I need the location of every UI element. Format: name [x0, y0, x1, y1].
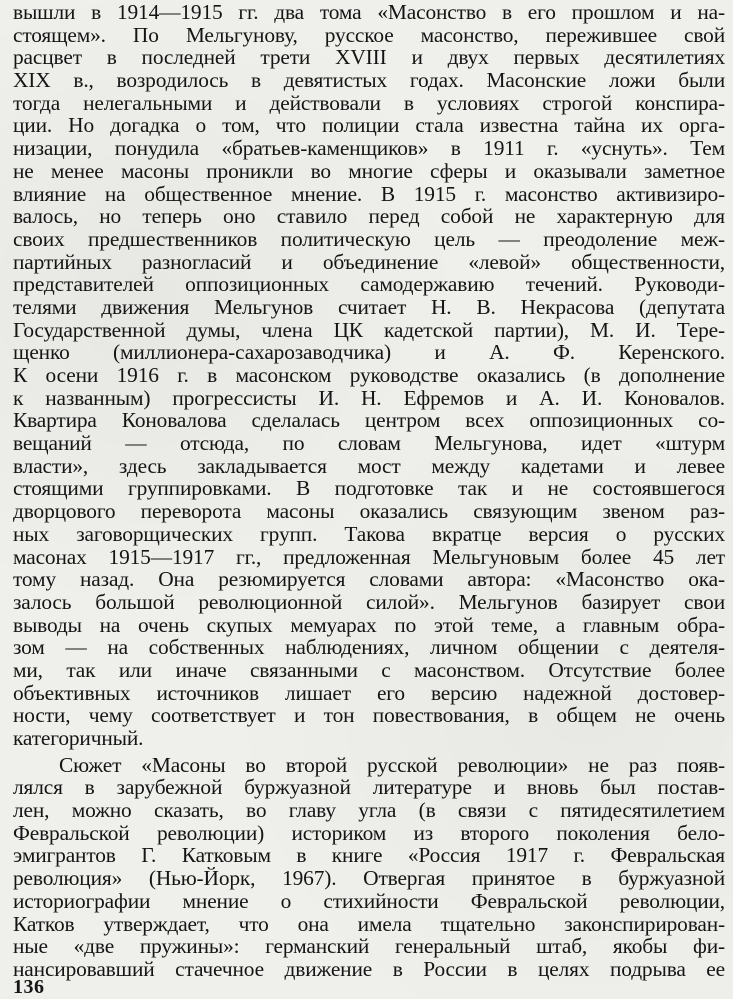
- text-line: зом — на собственных наблюдениях, личном общении с деятеля-: [13, 635, 725, 660]
- text-line: ные «две пружины»: германский генеральный штаб, якобы фи-: [13, 934, 725, 959]
- text-line: К осени 1916 г. в масонском руководстве оказались (в дополнение: [13, 363, 725, 387]
- text-line: тогда нелегальными и действовали в условиях строгой конспира-: [13, 90, 725, 115]
- text-line: Государственной думы, члена ЦК кадетской партии), М. И. Тере-: [13, 317, 725, 342]
- text-line: щенко (миллионера-сахарозаводчика) и А. Ф. Керенского.: [13, 340, 725, 365]
- text-line: выводы на очень скупых мемуарах по этой теме, а главным обра-: [13, 612, 725, 637]
- text-line: эмигрантов Г. Катковым в книге «Россия 1917 г. Февральская: [13, 843, 725, 868]
- text-line: телями движения Мельгунов считает Н. В. Некрасова (депутата: [13, 294, 725, 319]
- text-line: власти», здесь закладывается мост между кадетами и левее: [13, 453, 725, 478]
- text-line: расцвет в последней трети XVIII и двух первых десятилетиях: [13, 45, 725, 70]
- text-line: ции. Но догадка о том, что полиции стала известна тайна их орга-: [13, 113, 725, 138]
- text-line: залось большой революционной силой». Мельгунов базирует свои: [13, 589, 725, 614]
- page-number: 136: [13, 976, 45, 998]
- text-line: Сюжет «Масоны во второй русской революции» не раз появ-: [59, 752, 725, 777]
- body-text: [13, 1, 725, 981]
- text-line: тому назад. Она резюмируется словами автора: «Масонство ока-: [13, 567, 725, 592]
- text-line: ми, так или иначе связанными с масонством. Отсутствие более: [13, 657, 725, 682]
- text-line: к названным) прогрессисты И. Н. Ефремов и А. И. Коновалов.: [13, 385, 725, 410]
- text-line: валось, но теперь оно ставило перед собой не характерную для: [13, 204, 725, 229]
- text-line: партийных разногласий и объединение «левой» общественности,: [13, 249, 725, 274]
- text-line: масонах 1915—1917 гг., предложенная Мельгуновым более 45 лет: [13, 544, 725, 569]
- text-line: нансировавший стачечное движение в России в целях подрыва ее: [13, 956, 725, 981]
- text-line: не менее масоны проникли во многие сферы и оказывали заметное: [13, 158, 725, 183]
- text-line: своих предшественников политическую цель — преодоление меж-: [13, 226, 725, 251]
- text-line: историографии мнение о стихийности Февральской революции,: [13, 888, 725, 913]
- text-line: представителей оппозиционных самодержавию течений. Руководи-: [13, 272, 725, 297]
- text-line: стоящими группировками. В подготовке так и не состоявшегося: [13, 476, 725, 501]
- text-line: ности, чему соответствует и тон повествования, в общем не очень: [13, 703, 725, 728]
- text-line: вышли в 1914—1915 гг. два тома «Масонство в его прошлом и на-: [13, 0, 725, 24]
- text-line: Катков утверждает, что она имела тщательно законспирирован-: [13, 911, 725, 936]
- text-line: лялся в зарубежной буржуазной литературе и вновь был постав-: [13, 775, 725, 800]
- text-line: лен, можно сказать, во главу угла (в связи с пятидесятилетием: [13, 798, 725, 823]
- text-line: низации, понудила «братьев-каменщиков» в 1911 г. «уснуть». Тем: [13, 136, 725, 161]
- text-line: вещаний — отсюда, по словам Мельгунова, идет «штурм: [13, 431, 725, 456]
- text-line: Февральской революции) историком из второго поколения бело-: [13, 820, 725, 845]
- text-line: влияние на общественное мнение. В 1915 г. масонство активизиро-: [13, 181, 725, 206]
- text-line: дворцового переворота масоны оказались связующим звеном раз-: [13, 499, 725, 524]
- text-line: объективных источников лишает его версию надежной достовер-: [13, 680, 725, 705]
- text-line: Квартира Коновалова сделалась центром всех оппозиционных со-: [13, 408, 725, 433]
- text-line: революция» (Нью-Йорк, 1967). Отвергая принятое в буржуазной: [13, 866, 725, 891]
- text-line: XIX в., возродилось в девятистых годах. Масонские ложи были: [13, 68, 725, 93]
- text-line: ных заговорщических групп. Такова вкратце версия о русских: [13, 521, 725, 546]
- text-line: категоричный.: [13, 726, 144, 750]
- text-line: стоящем». По Мельгунову, русское масонство, пережившее свой: [13, 22, 725, 47]
